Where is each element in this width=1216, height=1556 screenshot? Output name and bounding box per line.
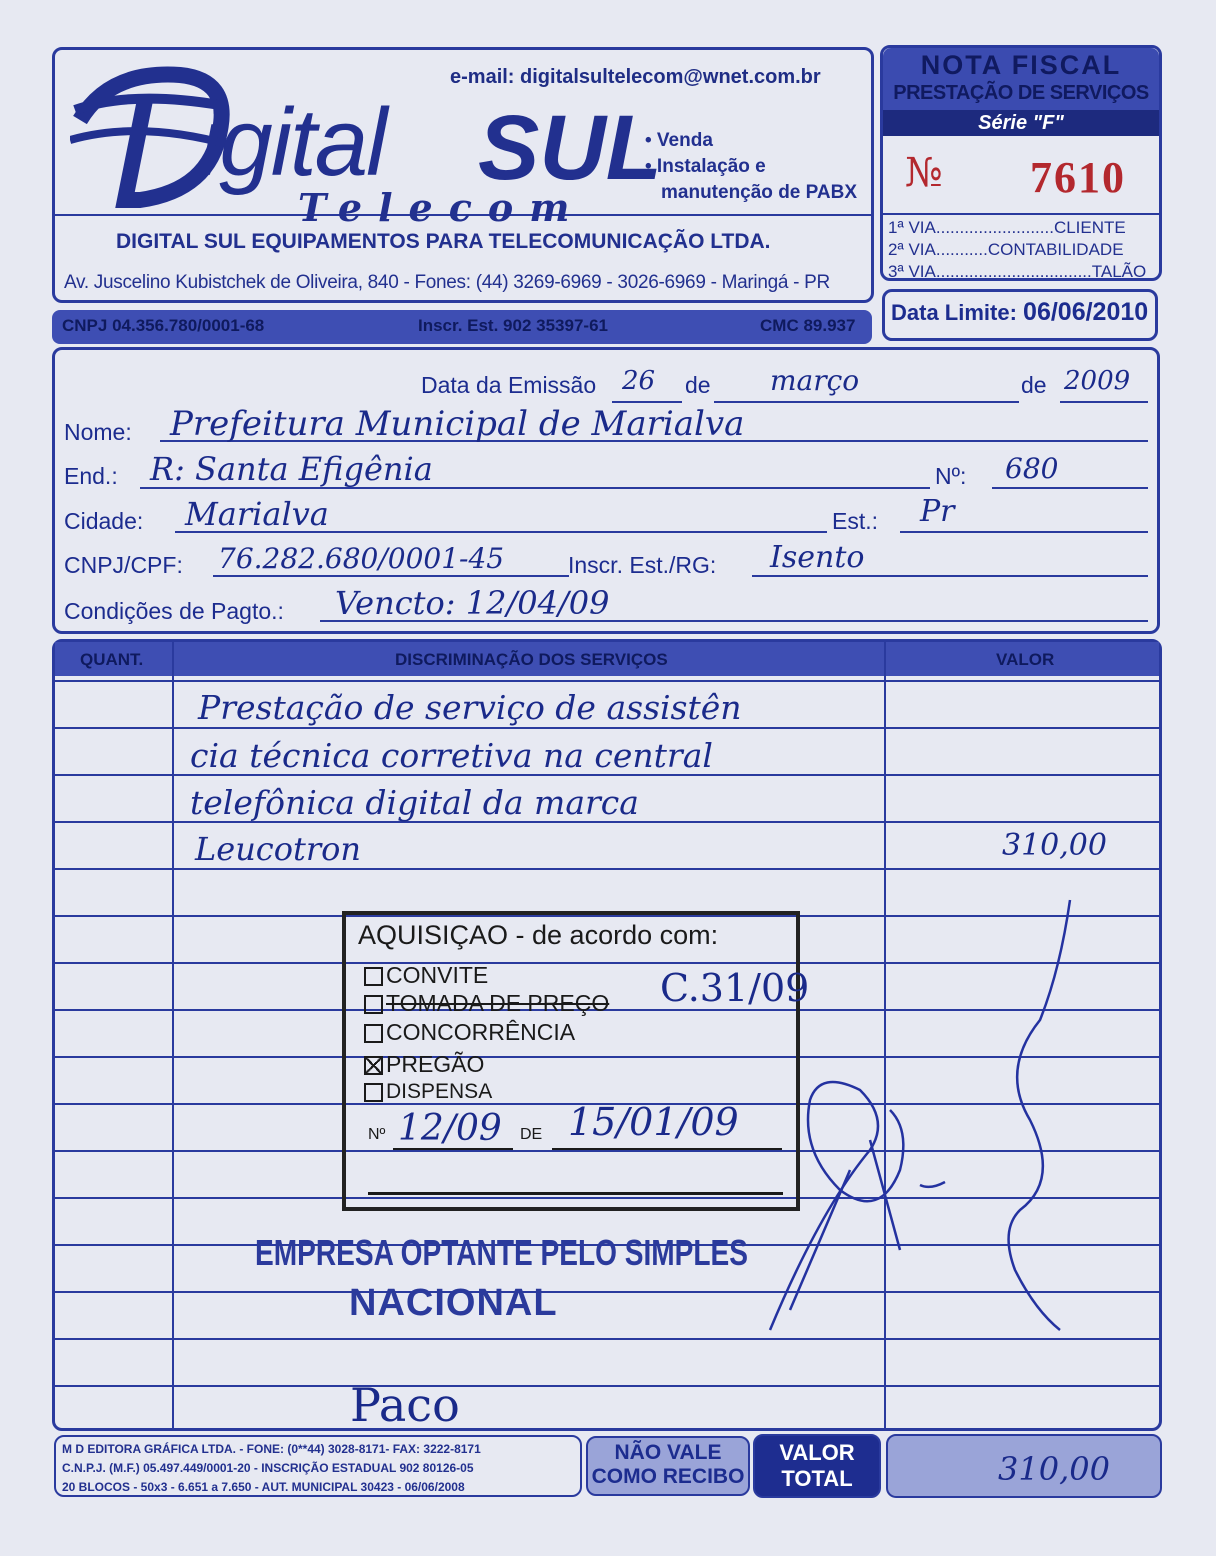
nao-vale-line-1: NÃO VALE <box>614 1441 722 1464</box>
data-limite <box>891 298 1148 327</box>
nota-fiscal-title: NOTA FISCAL <box>920 50 1122 80</box>
condicoes-label: Condições de Pagto.: <box>64 598 284 624</box>
simples-line-2: NACIONAL <box>349 1282 558 1324</box>
cidade-label: Cidade: <box>64 508 144 534</box>
bullet-venda: • Venda <box>645 130 713 151</box>
valor-total-line-1: VALOR <box>779 1440 855 1465</box>
via-3: 3ª VIA.................................TALÃO <box>888 262 1147 281</box>
bullet-instalacao: • Instalação e <box>645 156 766 177</box>
via-divider <box>882 213 1160 215</box>
logo-sul-text: SUL <box>478 97 662 199</box>
table-row-line <box>55 680 1159 682</box>
checkbox-icon <box>364 1024 383 1043</box>
checkbox-icon <box>364 995 383 1014</box>
cnpj-cpf-value: 76.282.680/0001-45 <box>218 542 505 575</box>
est-label: Est.: <box>832 508 879 534</box>
inscr-rg-value: Isento <box>770 540 865 575</box>
header-discriminacao: DISCRIMINAÇÃO DOS SERVIÇOS <box>395 650 668 669</box>
bullet-manutencao: manutenção de PABX <box>661 182 858 203</box>
stamp-no-label: Nº <box>368 1126 386 1143</box>
condicoes-value: Vencto: 12/04/09 <box>335 584 610 622</box>
cnpj-cpf-line <box>213 575 569 577</box>
emissao-year-line <box>1060 401 1148 403</box>
nota-serie: Série "F" <box>883 110 1159 136</box>
printer-line-1: M D EDITORA GRÁFICA LTDA. - FONE: (0**44) 3028-8171- FAX: 3222-8171 <box>62 1442 481 1456</box>
inscr-rg-line <box>752 575 1148 577</box>
emissao-day: 26 <box>622 366 656 396</box>
service-line-1: Prestação de serviço de assistên <box>198 688 742 727</box>
total-value: 310,00 <box>998 1450 1110 1488</box>
nao-vale-line-2: COMO RECIBO <box>591 1465 745 1488</box>
via-1: 1ª VIA.........................CLIENTE <box>888 218 1126 237</box>
option-label: CONCORRÊNCIA <box>386 1019 576 1045</box>
checkbox-icon <box>364 1083 383 1102</box>
numero-symbol: № <box>905 150 943 196</box>
end-label: End.: <box>64 463 118 489</box>
stamp-title: AQUISIÇAO - de acordo com: <box>358 920 719 950</box>
table-row-line <box>55 1385 1159 1387</box>
printer-line-2: C.N.P.J. (M.F.) 05.497.449/0001-20 - INSCRIÇÃO ESTADUAL 902 80126-05 <box>62 1461 474 1475</box>
checked-checkbox-icon <box>364 1056 383 1075</box>
printer-line-3: 20 BLOCOS - 50x3 - 6.651 a 7.650 - AUT. MUNICIPAL 30423 - 06/06/2008 <box>62 1480 465 1494</box>
de-label-2: de <box>1021 372 1047 398</box>
table-row-line <box>55 868 1159 870</box>
logo-digital-text: igital <box>200 89 386 196</box>
emissao-month-line <box>714 401 1019 403</box>
via-2: 2ª VIA...........CONTABILIDADE <box>888 240 1124 259</box>
emissao-day-line <box>612 401 682 403</box>
nota-fiscal-subtitle: PRESTAÇÃO DE SERVIÇOS <box>893 82 1149 104</box>
nome-label: Nome: <box>64 419 132 445</box>
checkbox-icon <box>364 967 383 986</box>
numero-line <box>992 487 1148 489</box>
service-line-3: telefônica digital da marca <box>190 783 639 822</box>
est-value: Pr <box>920 494 955 529</box>
de-label-1: de <box>685 372 711 398</box>
stamp-de-value: 15/01/09 <box>568 1100 739 1144</box>
service-line-4: Leucotron <box>195 830 362 868</box>
stamp-option-convite <box>364 962 488 989</box>
stamp-bottom-line <box>368 1192 783 1195</box>
data-limite-label: Data Limite: <box>891 300 1017 325</box>
option-label: CONVITE <box>386 962 489 988</box>
logo-telecom-text: Telecom <box>298 185 586 230</box>
table-row-line <box>55 727 1159 729</box>
handwritten-paco: Paco <box>350 1378 460 1432</box>
end-value: R: Santa Efigênia <box>150 450 433 488</box>
stamp-handwritten-ref: C.31/09 <box>660 966 810 1010</box>
company-name: DIGITAL SUL EQUIPAMENTOS PARA TELECOMUNICAÇÃO LTDA. <box>116 230 771 253</box>
simples-line-1: EMPRESA OPTANTE PELO SIMPLES <box>255 1232 749 1273</box>
option-label: DISPENSA <box>386 1080 493 1103</box>
nota-number: 7610 <box>1030 153 1126 202</box>
data-limite-value: 06/06/2010 <box>1023 298 1149 326</box>
stamp-de-line <box>552 1148 782 1150</box>
stamp-de-label: DE <box>520 1126 543 1143</box>
nome-value: Prefeitura Municipal de Marialva <box>170 404 745 444</box>
cnpj-text: CNPJ 04.356.780/0001-68 <box>62 316 265 335</box>
option-label: PREGÃO <box>386 1051 485 1077</box>
service-valor: 310,00 <box>1002 828 1107 863</box>
emissao-label: Data da Emissão <box>421 372 597 398</box>
est-line <box>900 531 1148 533</box>
email-text: e-mail: digitalsultelecom@wnet.com.br <box>450 66 821 88</box>
service-line-2: cia técnica corretiva na central <box>190 736 713 775</box>
inscr-rg-label: Inscr. Est./RG: <box>568 552 717 578</box>
inscr-est-text: Inscr. Est. 902 35397-61 <box>418 316 608 335</box>
emissao-month: março <box>770 364 860 397</box>
stamp-option-pregao <box>364 1051 484 1078</box>
option-label: TOMADA DE PREÇO <box>386 990 610 1016</box>
header-valor: VALOR <box>996 650 1055 669</box>
stamp-option-dispensa <box>364 1080 492 1104</box>
cidade-value: Marialva <box>185 495 329 533</box>
numero-label: Nº: <box>935 463 967 489</box>
emissao-year: 2009 <box>1064 366 1131 396</box>
signature-scribble <box>760 890 1100 1340</box>
valor-total-line-2: TOTAL <box>781 1466 853 1491</box>
stamp-no-value: 12/09 <box>398 1108 502 1149</box>
stamp-option-concorrencia <box>364 1019 575 1046</box>
numero-value: 680 <box>1005 452 1059 485</box>
company-address: Av. Juscelino Kubistchek de Oliveira, 840 - Fones: (44) 3269-6969 - 3026-6969 - Maringá - PR <box>64 272 830 293</box>
stamp-option-tomada <box>364 990 609 1017</box>
cmc-text: CMC 89.937 <box>760 316 856 335</box>
header-quant: QUANT. <box>80 650 144 669</box>
cnpj-cpf-label: CNPJ/CPF: <box>64 552 183 578</box>
column-divider-1 <box>172 642 174 1428</box>
